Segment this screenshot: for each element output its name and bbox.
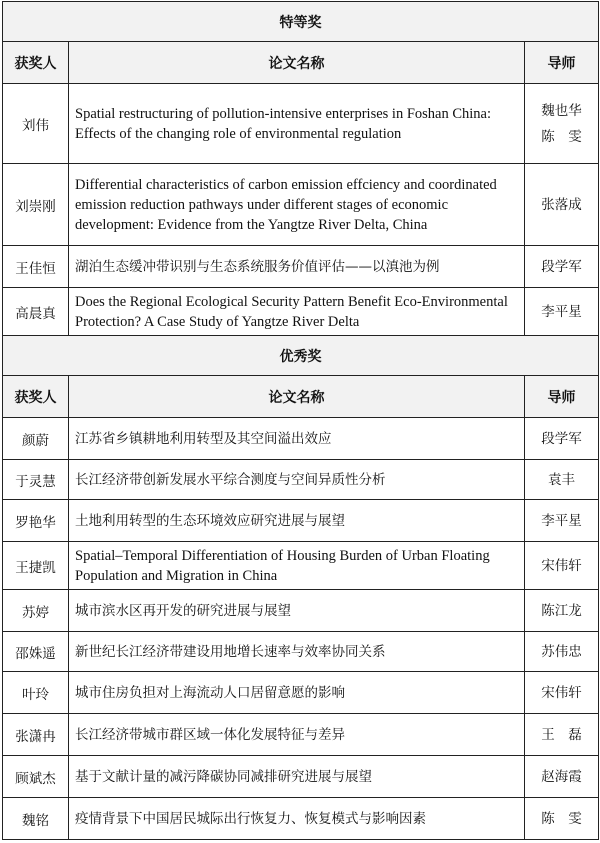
table-row <box>3 798 599 840</box>
advisor-name: 魏也华 <box>541 102 582 119</box>
winner-name: 叶玲 <box>3 672 69 714</box>
paper-title: 土地利用转型的生态环境效应研究进展与展望 <box>69 500 525 542</box>
winner-name: 魏铭 <box>3 798 69 840</box>
table-row <box>3 460 599 500</box>
winner-name: 刘伟 <box>3 84 69 164</box>
winner-name: 顾斌杰 <box>3 756 69 798</box>
table-row <box>3 84 599 164</box>
advisor-name: 王 磊 <box>541 726 582 743</box>
advisor-name: 陈 雯 <box>541 810 582 827</box>
table-row <box>3 756 599 798</box>
paper-title: 城市滨水区再开发的研究进展与展望 <box>69 590 525 632</box>
advisor-name: 李平星 <box>541 303 582 320</box>
paper-title: 基于文献计量的减污降碳协同减排研究进展与展望 <box>69 756 525 798</box>
paper-title: Does the Regional Ecological Security Pattern Benefit Eco-Environmental Protection? A Case Study of Yangtze River Delta <box>69 288 525 336</box>
advisor-cell <box>525 84 599 164</box>
winner-name: 于灵慧 <box>3 460 69 500</box>
advisor-cell <box>525 672 599 714</box>
advisor-cell <box>525 798 599 840</box>
table-row <box>3 418 599 460</box>
winner-name: 王佳恒 <box>3 246 69 288</box>
awards-table <box>2 1 599 840</box>
column-header-row <box>3 42 599 84</box>
table-row <box>3 288 599 336</box>
advisor-name: 宋伟轩 <box>541 557 582 574</box>
winner-name: 邵姝遥 <box>3 632 69 672</box>
advisor-cell <box>525 460 599 500</box>
advisor-cell <box>525 246 599 288</box>
winner-name: 王捷凯 <box>3 542 69 590</box>
advisor-cell <box>525 288 599 336</box>
winner-name: 苏婷 <box>3 590 69 632</box>
table-row <box>3 542 599 590</box>
header-winner: 获奖人 <box>3 376 69 418</box>
table-row <box>3 164 599 246</box>
header-paper: 论文名称 <box>69 42 525 84</box>
advisor-cell <box>525 164 599 246</box>
table-row <box>3 672 599 714</box>
advisor-cell <box>525 542 599 590</box>
paper-title: 长江经济带城市群区域一体化发展特征与差异 <box>69 714 525 756</box>
paper-title: 江苏省乡镇耕地利用转型及其空间溢出效应 <box>69 418 525 460</box>
table-row <box>3 500 599 542</box>
advisor-cell <box>525 632 599 672</box>
header-advisor: 导师 <box>525 42 599 84</box>
advisor-cell <box>525 714 599 756</box>
section-title-row <box>3 2 599 42</box>
paper-title: Spatial–Temporal Differentiation of Housing Burden of Urban Floating Population and Migration in China <box>69 542 525 590</box>
advisor-cell <box>525 500 599 542</box>
header-winner: 获奖人 <box>3 42 69 84</box>
paper-title: Spatial restructuring of pollution-intensive enterprises in Foshan China: Effects of the changing role of environmental regulation <box>69 84 525 164</box>
table-row <box>3 590 599 632</box>
header-advisor: 导师 <box>525 376 599 418</box>
advisor-name: 赵海霞 <box>541 768 582 785</box>
section-title: 优秀奖 <box>3 336 599 376</box>
paper-title: 湖泊生态缓冲带识别与生态系统服务价值评估——以滇池为例 <box>69 246 525 288</box>
advisor-name: 段学军 <box>541 258 582 275</box>
section-title-row <box>3 336 599 376</box>
table-row <box>3 714 599 756</box>
awards-table-body <box>3 2 599 840</box>
paper-title: 长江经济带创新发展水平综合测度与空间异质性分析 <box>69 460 525 500</box>
winner-name: 颜蔚 <box>3 418 69 460</box>
table-row <box>3 246 599 288</box>
advisor-name: 陈 雯 <box>541 128 582 145</box>
advisor-name: 宋伟轩 <box>541 684 582 701</box>
column-header-row <box>3 376 599 418</box>
advisor-cell <box>525 756 599 798</box>
paper-title: Differential characteristics of carbon emission effciency and coordinated emission reduction pathways under different stages of economic development: Evidence from the Yangtze River Delta, China <box>69 164 525 246</box>
header-paper: 论文名称 <box>69 376 525 418</box>
winner-name: 张潇冉 <box>3 714 69 756</box>
advisor-name: 袁丰 <box>548 471 575 488</box>
paper-title: 疫情背景下中国居民城际出行恢复力、恢复模式与影响因素 <box>69 798 525 840</box>
advisor-name: 段学军 <box>541 430 582 447</box>
winner-name: 刘崇刚 <box>3 164 69 246</box>
advisor-name: 苏伟忠 <box>541 643 582 660</box>
advisor-name: 张落成 <box>541 196 582 213</box>
winner-name: 罗艳华 <box>3 500 69 542</box>
paper-title: 新世纪长江经济带建设用地增长速率与效率协同关系 <box>69 632 525 672</box>
winner-name: 高晨真 <box>3 288 69 336</box>
paper-title: 城市住房负担对上海流动人口居留意愿的影响 <box>69 672 525 714</box>
advisor-cell <box>525 418 599 460</box>
table-row <box>3 632 599 672</box>
advisor-cell <box>525 590 599 632</box>
advisor-name: 陈江龙 <box>541 602 582 619</box>
advisor-name: 李平星 <box>541 512 582 529</box>
section-title: 特等奖 <box>3 2 599 42</box>
